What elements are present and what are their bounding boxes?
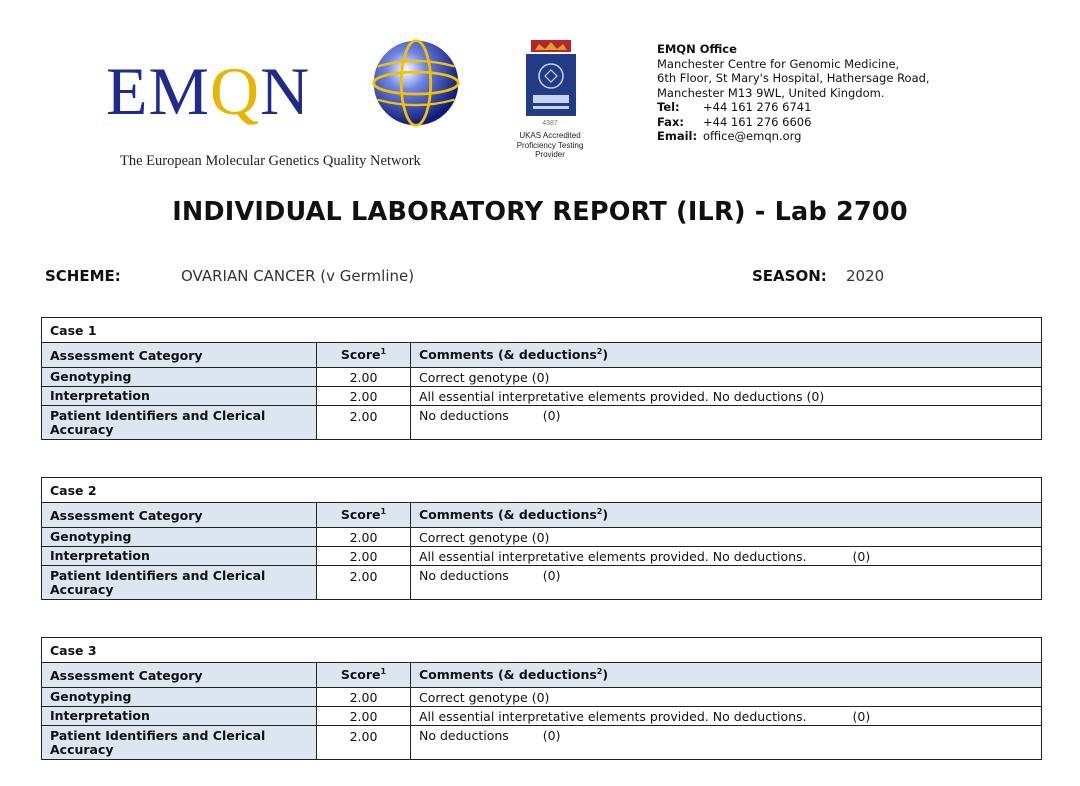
header-comments-close: ) <box>602 667 609 683</box>
header-score-sup: 1 <box>380 507 387 517</box>
header-comments-label: Comments (& deductions <box>419 507 597 523</box>
header-comments-sup: 2 <box>596 507 603 517</box>
season-value: 2020 <box>846 267 885 285</box>
fax-value: +44 161 276 6606 <box>703 114 812 129</box>
email-value[interactable]: office@emqn.org <box>703 129 802 143</box>
logo-letter-e: E <box>106 53 149 129</box>
globe-icon <box>370 37 462 129</box>
season-label: SEASON: <box>752 267 827 285</box>
row-comment <box>411 368 1042 387</box>
scheme-value: OVARIAN CANCER (v Germline) <box>181 267 415 285</box>
logo-letter-n: N <box>260 53 311 129</box>
row-deduction: (0) <box>542 568 561 583</box>
row-category: Interpretation <box>42 387 317 406</box>
row-category: Patient Identifiers and Clerical Accuracy <box>42 406 317 440</box>
row-deduction: (0) <box>542 728 561 743</box>
header-comments-sup: 2 <box>596 667 603 677</box>
row-comment <box>411 707 1042 726</box>
office-contact-block <box>657 42 930 144</box>
emqn-logo <box>100 35 460 175</box>
header-category: Assessment Category <box>42 343 317 368</box>
header-category: Assessment Category <box>42 663 317 688</box>
header-score <box>317 343 411 368</box>
header-comments <box>411 503 1042 528</box>
row-deduction: (0) <box>852 548 871 564</box>
office-title: EMQN Office <box>657 42 737 56</box>
row-score: 2.00 <box>317 547 411 566</box>
row-comment <box>411 547 1042 566</box>
row-comment-text: No deductions <box>419 408 509 423</box>
ukas-caption-line: Proficiency Testing <box>516 140 584 150</box>
office-address-line: Manchester Centre for Genomic Medicine, <box>657 56 900 71</box>
header-score-label: Score <box>340 667 381 683</box>
header-comments-close: ) <box>602 347 609 363</box>
table-row <box>42 528 1042 547</box>
logo-tagline: The European Molecular Genetics Quality Network <box>120 153 421 169</box>
row-category: Interpretation <box>42 547 317 566</box>
row-score: 2.00 <box>317 566 411 600</box>
row-comment-text: No deductions <box>419 728 509 743</box>
row-score: 2.00 <box>317 726 411 760</box>
header-comments <box>411 663 1042 688</box>
logo-letter-m: M <box>148 53 211 129</box>
case-title: Case 1 <box>42 318 1042 343</box>
header-comments <box>411 343 1042 368</box>
row-score: 2.00 <box>317 368 411 387</box>
row-comment <box>411 688 1042 707</box>
header-comments-sup: 2 <box>596 347 603 357</box>
row-comment-text: All essential interpretative elements provided. No deductions. <box>419 548 807 564</box>
table-row <box>42 566 1042 600</box>
scheme-label: SCHEME: <box>45 267 121 285</box>
row-comment-text: No deductions <box>419 568 509 583</box>
header-score-sup: 1 <box>380 667 387 677</box>
ukas-number: 4387 <box>542 120 558 127</box>
header-comments-label: Comments (& deductions <box>419 347 597 363</box>
row-category: Genotyping <box>42 368 317 387</box>
table-row <box>42 726 1042 760</box>
row-category: Patient Identifiers and Clerical Accuracy <box>42 726 317 760</box>
header-score-sup: 1 <box>380 347 387 357</box>
header-score <box>317 503 411 528</box>
header-comments-label: Comments (& deductions <box>419 667 597 683</box>
row-comment-text: All essential interpretative elements provided. No deductions (0) <box>419 388 825 404</box>
row-score: 2.00 <box>317 707 411 726</box>
row-comment-text: Correct genotype (0) <box>419 689 550 705</box>
tel-value: +44 161 276 6741 <box>703 100 812 114</box>
logo-letter-q: Q <box>210 53 261 129</box>
tel-label: Tel: <box>657 100 680 114</box>
row-score: 2.00 <box>317 688 411 707</box>
row-category: Interpretation <box>42 707 317 726</box>
row-comment <box>411 566 1042 600</box>
fax-label: Fax: <box>657 114 684 129</box>
row-comment <box>411 387 1042 406</box>
row-category: Patient Identifiers and Clerical Accuracy <box>42 566 317 600</box>
table-row <box>42 707 1042 726</box>
row-deduction: (0) <box>542 408 561 423</box>
row-deduction: (0) <box>852 708 871 724</box>
header-category: Assessment Category <box>42 503 317 528</box>
office-address-line: Manchester M13 9WL, United Kingdom. <box>657 85 885 100</box>
report-title: INDIVIDUAL LABORATORY REPORT (ILR) - Lab 2700 <box>172 197 908 227</box>
office-address-line: 6th Floor, St Mary's Hospital, Hathersage Road, <box>657 71 930 85</box>
emqn-logo-wordmark <box>106 53 311 129</box>
table-row <box>42 547 1042 566</box>
row-category: Genotyping <box>42 688 317 707</box>
email-label: Email: <box>657 129 698 143</box>
ukas-caption-line: UKAS Accredited <box>519 131 581 140</box>
case-table <box>41 477 1042 600</box>
case-title: Case 3 <box>42 638 1042 663</box>
ukas-crest-icon <box>525 40 577 118</box>
table-row <box>42 688 1042 707</box>
header-score <box>317 663 411 688</box>
row-comment <box>411 406 1042 440</box>
table-row <box>42 387 1042 406</box>
case-table <box>41 317 1042 440</box>
row-category: Genotyping <box>42 528 317 547</box>
header-score-label: Score <box>340 507 381 523</box>
ukas-badge <box>500 40 600 170</box>
ukas-caption-line: Provider <box>535 150 565 159</box>
case-table <box>41 637 1042 760</box>
row-comment-text: Correct genotype (0) <box>419 369 550 385</box>
table-row <box>42 406 1042 440</box>
case-title: Case 2 <box>42 478 1042 503</box>
header-comments-close: ) <box>602 507 609 523</box>
ukas-caption <box>500 131 600 160</box>
office-fax <box>657 115 930 130</box>
row-score: 2.00 <box>317 406 411 440</box>
row-comment <box>411 726 1042 760</box>
table-row <box>42 368 1042 387</box>
office-tel <box>657 100 930 115</box>
row-score: 2.00 <box>317 528 411 547</box>
row-comment <box>411 528 1042 547</box>
row-score: 2.00 <box>317 387 411 406</box>
office-email <box>657 129 930 144</box>
header-score-label: Score <box>340 347 381 363</box>
row-comment-text: All essential interpretative elements provided. No deductions. <box>419 708 807 724</box>
row-comment-text: Correct genotype (0) <box>419 529 550 545</box>
